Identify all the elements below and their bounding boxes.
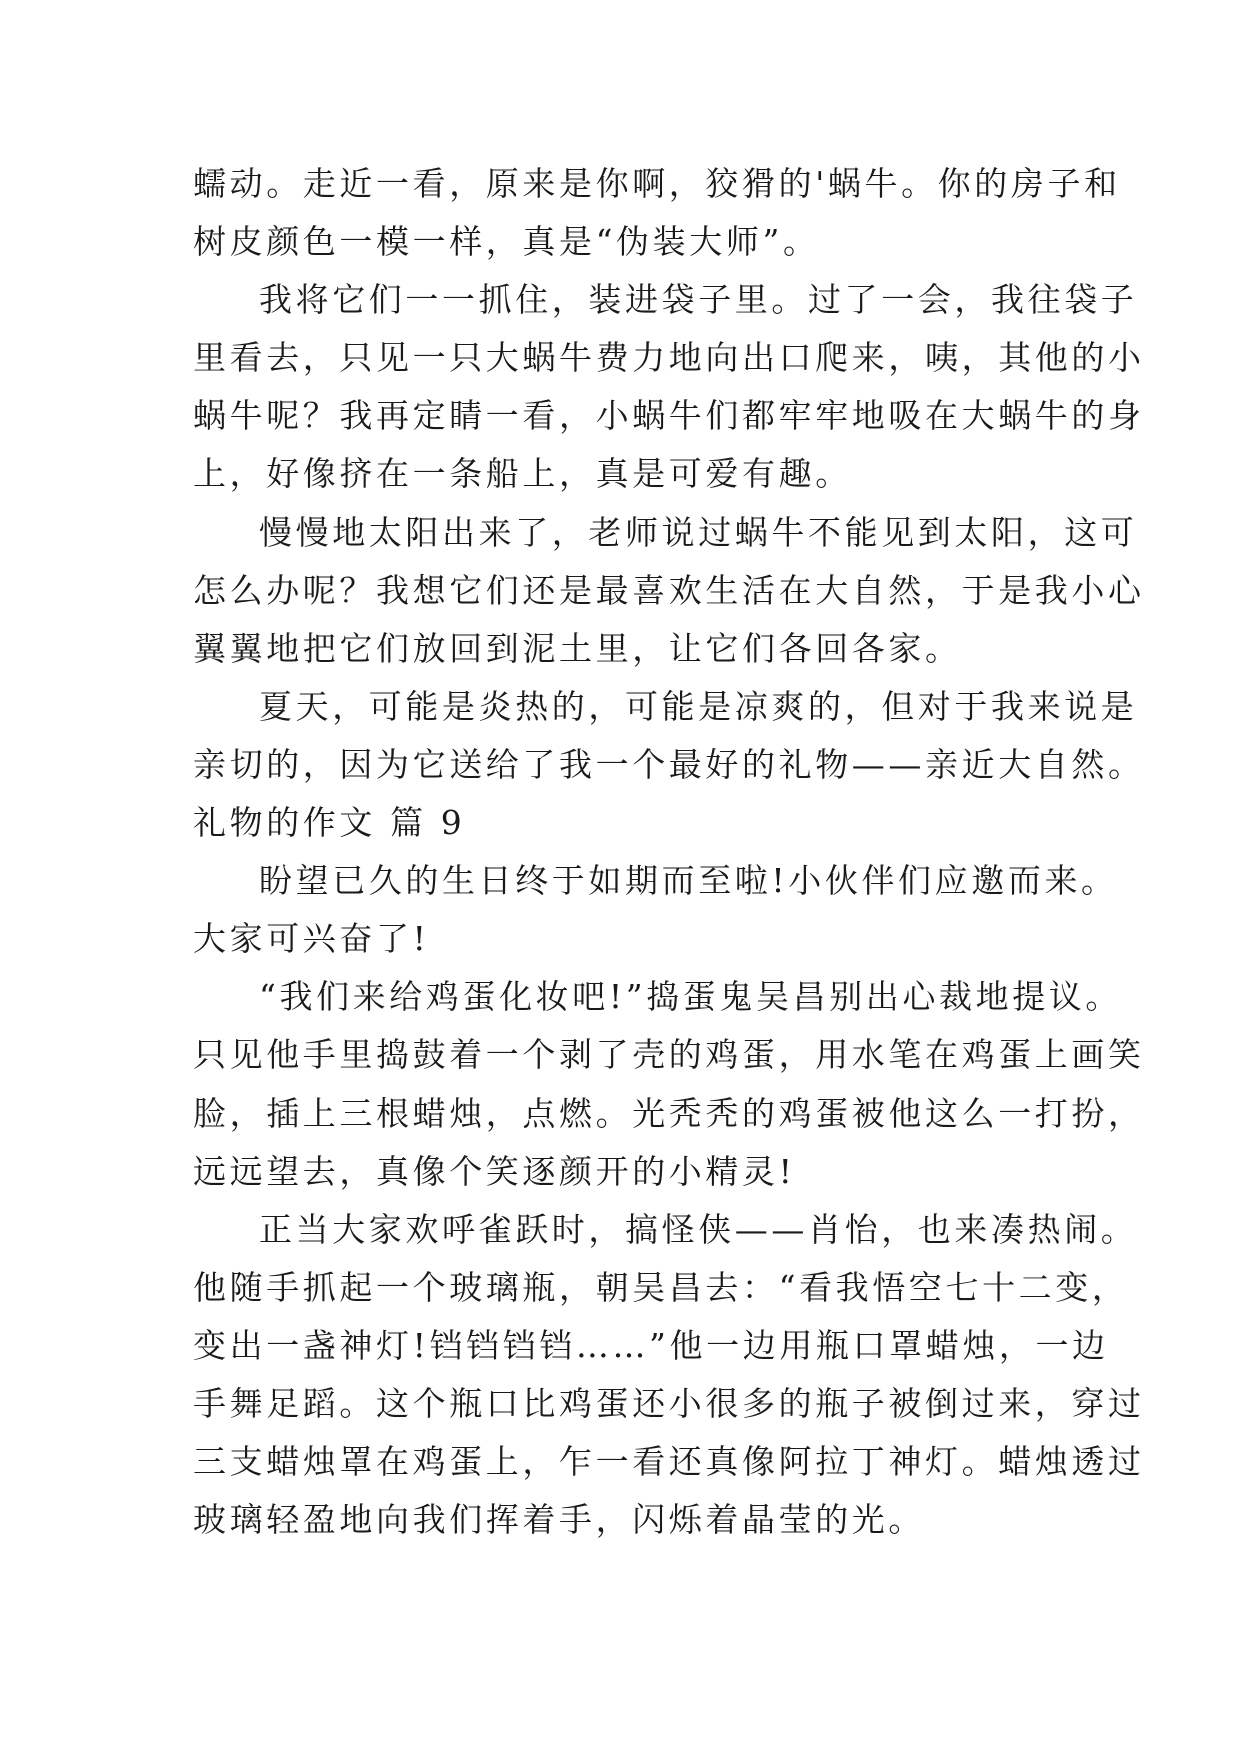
paragraph-start-line: 盼望已久的生日终于如期而至啦!小伙伴们应邀而来。 [259, 861, 1118, 901]
text-line: 变出一盏神灯!铛铛铛铛……”他一边用瓶口罩蜡烛，一边 [193, 1325, 1109, 1365]
essay-text [193, 155, 1145, 1549]
text-line: 蠕动。走近一看，原来是你啊，狡猾的'蜗牛。你的房子和 [193, 164, 1121, 203]
text-line: 翼翼地把它们放回到泥土里，让它们各回各家。 [193, 628, 962, 668]
text-line: 蜗牛呢？我再定睛一看，小蜗牛们都牢牢地吸在大蜗牛的身 [193, 396, 1145, 436]
text-line: 三支蜡烛罩在鸡蛋上，乍一看还真像阿拉丁神灯。蜡烛透过 [193, 1442, 1145, 1482]
paragraph-start-line: 正当大家欢呼雀跃时，搞怪侠——肖怡，也来凑热闹。 [259, 1209, 1138, 1249]
text-line: 只见他手里捣鼓着一个剥了壳的鸡蛋，用水笔在鸡蛋上画笑 [193, 1035, 1145, 1075]
text-line: 上，好像挤在一条船上，真是可爱有趣。 [193, 454, 852, 494]
text-line: 怎么办呢？我想它们还是最喜欢生活在大自然，于是我小心 [193, 570, 1145, 610]
paragraph-start-line: “我们来给鸡蛋化妆吧!”捣蛋鬼吴昌别出心裁地提议。 [259, 977, 1123, 1017]
text-line: 他随手抓起一个玻璃瓶，朝吴昌去：“看我悟空七十二变， [193, 1267, 1129, 1307]
text-line: 手舞足蹈。这个瓶口比鸡蛋还小很多的瓶子被倒过来，穿过 [193, 1383, 1145, 1423]
text-line: 亲切的，因为它送给了我一个最好的礼物——亲近大自然。 [193, 744, 1145, 784]
paragraph-start-line: 夏天，可能是炎热的，可能是凉爽的，但对于我来说是 [259, 686, 1138, 726]
paragraph-start-line: 我将它们一一抓住，装进袋子里。过了一会，我往袋子 [259, 280, 1138, 320]
text-line: 远远望去，真像个笑逐颜开的小精灵! [193, 1151, 796, 1191]
text-line: 树皮颜色一模一样，真是“伪装大师”。 [193, 222, 820, 262]
paragraph-start-line: 慢慢地太阳出来了，老师说过蜗牛不能见到太阳，这可 [259, 512, 1138, 552]
section-heading: 礼物的作文 篇 9 [193, 803, 466, 843]
text-line: 里看去，只见一只大蜗牛费力地向出口爬来，咦，其他的小 [193, 338, 1145, 378]
text-line: 玻璃轻盈地向我们挥着手，闪烁着晶莹的光。 [193, 1500, 925, 1540]
text-line: 大家可兴奋了! [193, 919, 430, 959]
text-line: 脸，插上三根蜡烛，点燃。光秃秃的鸡蛋被他这么一打扮， [193, 1093, 1145, 1133]
